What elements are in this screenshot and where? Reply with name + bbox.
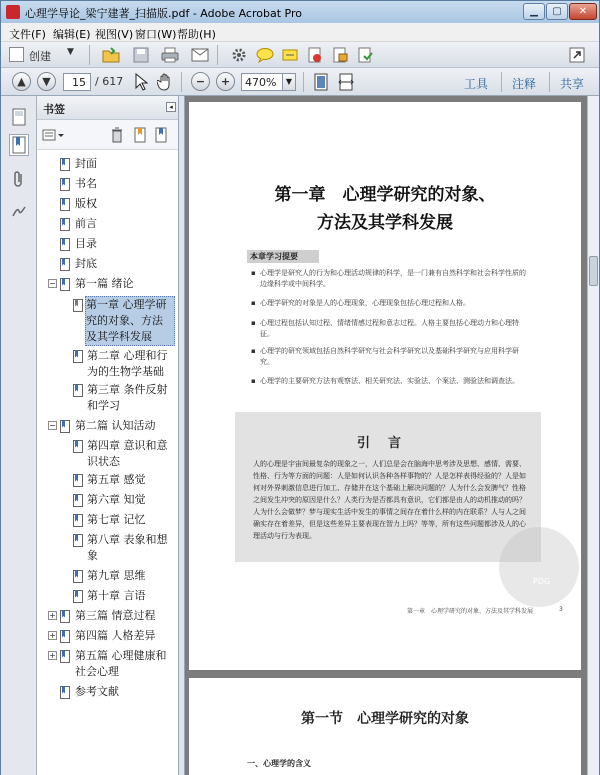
bookmark-icon (60, 420, 70, 433)
menu-window[interactable]: 窗口(W) (135, 28, 177, 41)
bookmark-icon (73, 590, 83, 603)
bookmark-item[interactable]: 第二篇 认知活动 (75, 419, 156, 432)
collapse-toggle[interactable]: − (49, 279, 56, 288)
zoom-out-button[interactable]: − (191, 72, 210, 91)
bookmark-icon (60, 630, 70, 643)
review-document-icon[interactable] (355, 45, 375, 65)
introduction-title: 引言 (356, 436, 419, 451)
main-toolbar (1, 42, 599, 68)
bookmark-icon (60, 198, 70, 211)
signatures-icon[interactable] (9, 200, 29, 222)
bookmark-item[interactable]: 封底 (75, 257, 97, 270)
page-number-input[interactable]: 15 (63, 73, 91, 91)
page-footer-number: 3 (559, 606, 563, 613)
bookmark-icon (73, 474, 83, 487)
bookmark-icon (60, 178, 70, 191)
bookmark-item[interactable] (87, 438, 168, 470)
bookmark-item-line: 第五篇 心理健康和 (75, 649, 167, 662)
bookmark-icon (73, 514, 83, 527)
hand-tool-icon[interactable] (155, 72, 175, 92)
vertical-scrollbar[interactable] (587, 96, 599, 775)
bookmark-item-line: 第三章 条件反射 (87, 383, 168, 396)
gear-icon[interactable] (229, 45, 249, 65)
bookmark-item[interactable]: 第五章 感觉 (87, 473, 146, 486)
comment-pane-link[interactable]: 注释 (512, 77, 537, 91)
select-cursor-icon[interactable] (131, 72, 151, 92)
chapter-title-line1: 第一章 心理学研究的对象、 (274, 185, 496, 205)
bookmarks-panel (37, 96, 179, 775)
highlight-icon[interactable] (280, 45, 300, 65)
bookmark-item[interactable]: 版权 (75, 197, 97, 210)
bookmark-item[interactable]: 第九章 思维 (87, 569, 146, 582)
bookmarks-panel-title: 书签 (43, 103, 65, 116)
maximize-button[interactable]: ▢ (546, 3, 568, 20)
page-total-label: / 617 (95, 75, 124, 88)
comment-bubble-icon[interactable] (255, 45, 275, 65)
bookmark-item-line: 第一章 心理学研 (86, 298, 167, 311)
document-view[interactable] (185, 96, 587, 775)
expand-window-icon[interactable] (567, 45, 587, 65)
bookmark-icon (73, 350, 83, 363)
bookmark-item[interactable] (87, 348, 168, 380)
bookmark-item[interactable]: 第六章 知觉 (87, 493, 146, 506)
section-title: 第一节 心理学研究的对象 (301, 711, 469, 727)
bookmark-icon (73, 440, 83, 453)
summary-heading: 本章学习提要 (247, 250, 319, 263)
create-icon (9, 47, 24, 62)
sign-icon[interactable] (305, 45, 325, 65)
bookmark-icon (60, 650, 70, 663)
page-thumbnails-icon[interactable] (9, 106, 29, 128)
bookmark-item-line: 象 (87, 549, 98, 562)
expand-toggle[interactable]: + (49, 631, 56, 640)
bookmark-item[interactable]: 前言 (75, 217, 97, 230)
bookmarks-toolbar (37, 120, 178, 150)
open-folder-icon[interactable] (101, 45, 121, 65)
pdf-page (189, 678, 581, 775)
scan-watermark (499, 527, 579, 607)
bookmark-icon (60, 218, 70, 231)
bookmark-item-line: 和学习 (87, 399, 120, 412)
new-bookmark-icon[interactable] (130, 125, 150, 145)
toolbar-divider (549, 72, 550, 92)
save-icon[interactable] (131, 45, 151, 65)
navigation-toolbar (1, 68, 599, 96)
introduction-box (235, 412, 541, 562)
bookmark-item[interactable]: 第一篇 绪论 (75, 277, 134, 290)
bookmark-item-line: 第八章 表象和想 (87, 533, 168, 546)
bookmark-item-line: 识状态 (87, 455, 120, 468)
toolbar-divider (303, 72, 304, 92)
bookmark-item-line: 究的对象、方法 (86, 314, 163, 327)
bookmark-item[interactable] (87, 532, 168, 564)
close-panel-icon[interactable]: ◂ (166, 102, 176, 112)
menu-edit[interactable]: 编辑(E) (53, 28, 91, 41)
menu-bar (1, 23, 599, 42)
options-menu-icon[interactable] (41, 125, 65, 145)
close-button[interactable]: ✕ (569, 3, 597, 20)
chapter-title-line2: 方法及其学科发展 (317, 213, 453, 233)
bookmark-item-line: 及其学科发展 (86, 330, 152, 343)
watermark-text: PDG (533, 577, 551, 586)
bookmark-item[interactable]: 第三篇 情意过程 (75, 609, 156, 622)
menu-help[interactable]: 帮助(H) (177, 28, 216, 41)
create-label: 创建 (29, 50, 51, 63)
next-page-button[interactable]: ▼ (37, 72, 56, 91)
expand-toggle[interactable]: + (49, 651, 56, 660)
bookmark-icon (60, 686, 70, 699)
bookmark-icon (60, 610, 70, 623)
bookmark-item[interactable]: 封面 (75, 157, 97, 170)
page-footer: 第一章 心理学研究的对象、方法及其学科发展 (407, 608, 534, 615)
bookmark-item[interactable]: 目录 (75, 237, 97, 250)
bookmark-icon (73, 534, 83, 547)
zoom-in-button[interactable]: + (216, 72, 235, 91)
minimize-button[interactable]: ▁ (523, 3, 545, 20)
bookmark-item-line: 为的生物学基础 (87, 365, 164, 378)
acrobat-app-icon (6, 5, 20, 19)
menu-view[interactable]: 视图(V) (95, 28, 134, 41)
menu-file[interactable]: 文件(F) (9, 28, 46, 41)
share-pane-link[interactable]: 共享 (560, 77, 585, 91)
print-icon[interactable] (160, 45, 180, 65)
zoom-level-input[interactable]: 470% (241, 73, 283, 91)
toolbar-divider (501, 72, 502, 92)
bookmark-icon (60, 238, 70, 251)
navigation-pane-strip (1, 96, 37, 775)
toolbar-divider (181, 72, 182, 92)
bookmark-icon (60, 158, 70, 171)
create-button[interactable] (7, 45, 77, 65)
bookmark-item[interactable]: 参考文献 (75, 685, 119, 698)
introduction-body: 人的心理是宇宙间最复杂的现象之一，人们总是会在脑海中思考涉及思想、感情、需要、性格、行为等方面的问题：人是如何认识各种各样事物的？人是怎样表得经验的？人是如何对外界刺激信息进行加工、存储并在这个基础上解决问题的？人为什么会发脾气？性格之间发生冲突的原因是什么？人类行为是否都具有意识，它们都是由人的动机推动的吗？人为什么会做梦？梦与现实生活中发生的事情之间存在着什么样的内在联系？人与人之间确实存在着差异，但是这些差异主要表现在智力上吗？等等，所有这些问题都涉及人的心理活动与行为表现。 (253, 460, 526, 540)
collapse-toggle[interactable]: − (49, 421, 56, 430)
title-bar (1, 1, 599, 23)
delete-bookmark-icon[interactable] (107, 125, 127, 145)
email-icon[interactable] (190, 45, 210, 65)
bookmark-icon (73, 494, 83, 507)
bookmarks-icon[interactable] (9, 134, 29, 156)
bookmark-item-line: 第二章 心理和行 (87, 349, 168, 362)
bookmark-item[interactable] (87, 382, 168, 414)
bookmark-icon (60, 258, 70, 271)
scrollbar-thumb[interactable] (589, 256, 598, 286)
fit-page-icon[interactable] (311, 72, 331, 92)
bookmark-icon (73, 384, 83, 397)
bookmark-item[interactable]: 第七章 记忆 (87, 513, 146, 526)
toolbar-divider (89, 45, 90, 65)
fit-width-icon[interactable] (336, 72, 356, 92)
toolbar-divider (217, 45, 218, 65)
pdf-page: 第一章 心理学研究的对象、 方法及其学科发展 本章学习提要 ▪ 心理学是研究人的行为和心理活动规律的科学，是一门兼有自然科学和社会科学性质的边缘科学或中间科学。 ▪ 心理学研究的对象是人的心理现象，心理现象包括心理过程和人格。 ▪ 心理过程包括认知过程、情绪情感过程和意志过程。人格主要包括心理动力和心理特征。 ▪ 心理学的研究领域包括自然科学研究与社会科学研究以及基础科学研究与应用科学研究。 ▪ 心理学的主要研究方法有观察法、相关研究法、实验法、个案法、测验法和调查法。 引言 人的心理是宇宙间最复杂的现象之一，人们总是会在脑海中思考涉及思想、感情、需要、性格、行为等方面的问题：人是如何认识各种各样事物的？人是怎样表得经验的？人是如何对外界刺激信息进行加工、存储并在这个基础上解决问题的？人为什么会发脾气？性格之间发生冲突的原因是什么？人类行为是否都具有意识，它们都是由人的动机推动的吗？人为什么会做梦？梦与现实生活中发生的事情之间存在着什么样的内在联系？人与人之间确实存在着差异，但是这些差异主要表现在智力上吗？等等，所有这些问题都涉及人的心理活动与行为表现。 PDG 第一章 心理学研究的对象、方法及其学科发展 3 (189, 102, 581, 670)
bookmark-item-selected[interactable] (85, 296, 175, 346)
bookmark-item[interactable]: 第四篇 人格差异 (75, 629, 156, 642)
secure-document-icon[interactable] (330, 45, 350, 65)
bookmark-item-line: 第四章 意识和意 (87, 439, 168, 452)
attachments-paperclip-icon[interactable] (9, 168, 29, 190)
bookmark-item[interactable] (75, 648, 167, 680)
bookmarks-panel-header (37, 96, 178, 120)
subsection-heading: 一、心理学的含义 (247, 759, 311, 768)
window-title: 心理学导论_梁宁建著_扫描版.pdf - Adobe Acrobat Pro (25, 7, 302, 20)
bookmark-item-line: 社会心理 (75, 665, 119, 678)
bookmark-item[interactable]: 书名 (75, 177, 97, 190)
expand-toggle[interactable]: + (49, 611, 56, 620)
bookmark-item[interactable]: 第十章 言语 (87, 589, 146, 602)
bookmark-icon (73, 299, 83, 312)
chevron-down-icon: ▼ (67, 47, 74, 57)
previous-page-button[interactable]: ▲ (12, 72, 31, 91)
zoom-dropdown-chevron-icon[interactable]: ▼ (282, 73, 296, 91)
expand-bookmark-icon[interactable] (151, 125, 171, 145)
bookmark-icon (60, 278, 70, 291)
bookmark-icon (73, 570, 83, 583)
tools-pane-link[interactable]: 工具 (464, 77, 489, 91)
